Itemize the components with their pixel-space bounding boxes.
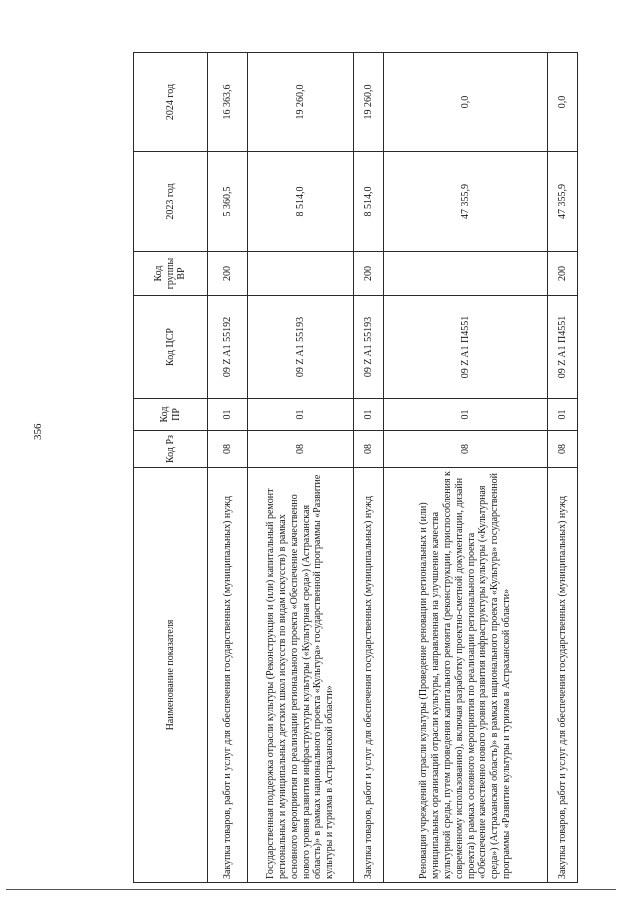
page-bottom-rule xyxy=(6,889,616,890)
row-csr: 09 Z A1 55192 xyxy=(208,296,248,399)
row-rz: 08 xyxy=(354,431,384,468)
row-2024: 0,0 xyxy=(548,53,578,152)
row-vr: 200 xyxy=(548,252,578,296)
budget-table xyxy=(133,52,578,883)
row-2023: 5 360,5 xyxy=(208,152,248,252)
row-rz: 08 xyxy=(208,431,248,468)
header-rz: Код Рз xyxy=(134,431,208,468)
row-rz: 08 xyxy=(248,431,354,468)
row-2024: 19 260,0 xyxy=(248,53,354,152)
row-2024: 16 363,6 xyxy=(208,53,248,152)
row-csr: 09 Z A1 55193 xyxy=(354,296,384,399)
row-name: Государственная поддержка отрасли культуры (Реконструкция и (или) капитальный ремонт региональных и муниципальных детских школ искусств по видам искусств) в рамках основного мероприятия по реализации регионального проекта «Обеспечение качественно нового уровня развития инфраструктуры культуры («Культурная среда») (Астраханская область)» в рамках национального проекта «Культура» государственной программы «Развитие культуры и туризма в Астраханской области» xyxy=(248,468,354,883)
header-pr: Код ПР xyxy=(134,399,208,431)
table-row xyxy=(248,53,354,883)
row-csr: 09 Z A1 П4551 xyxy=(384,296,548,399)
row-pr: 01 xyxy=(208,399,248,431)
header-csr: Код ЦСР xyxy=(134,296,208,399)
row-pr: 01 xyxy=(548,399,578,431)
row-2023: 47 355,9 xyxy=(384,152,548,252)
row-rz: 08 xyxy=(548,431,578,468)
row-name: Закупка товаров, работ и услуг для обеспечения государственных (муниципальных) нужд xyxy=(208,468,248,883)
row-rz: 08 xyxy=(384,431,548,468)
row-2024: 19 260,0 xyxy=(354,53,384,152)
header-2024: 2024 год xyxy=(134,53,208,152)
row-2024: 0,0 xyxy=(384,53,548,152)
header-vr: Код группы ВР xyxy=(134,252,208,296)
row-vr: 200 xyxy=(208,252,248,296)
row-pr: 01 xyxy=(354,399,384,431)
table-row xyxy=(208,53,248,883)
table-row xyxy=(354,53,384,883)
row-csr: 09 Z A1 П4551 xyxy=(548,296,578,399)
table-header-row xyxy=(134,53,208,883)
row-vr: 200 xyxy=(354,252,384,296)
table-row xyxy=(548,53,578,883)
row-csr: 09 Z A1 55193 xyxy=(248,296,354,399)
row-2023: 47 355,9 xyxy=(548,152,578,252)
header-name: Наименование показателя xyxy=(134,468,208,883)
row-pr: 01 xyxy=(248,399,354,431)
row-vr xyxy=(384,252,548,296)
row-name: Закупка товаров, работ и услуг для обеспечения государственных (муниципальных) нужд xyxy=(354,468,384,883)
rotated-table-wrapper xyxy=(133,53,568,883)
row-2023: 8 514,0 xyxy=(248,152,354,252)
table-row xyxy=(384,53,548,883)
row-name: Реновация учреждений отрасли культуры (Проведение реновации региональных и (или) муниципальных организаций отрасли культуры, направленная на улучшение качества культурной среды, путем проведения капитального ремонта (реконструкции, приспособления к современному использованию), включая разработку проектно-сметной документации, дизайн проекта) в рамках основного мероприятия по реализации регионального проекта «Обеспечение качественно нового уровня развития инфраструктуры культуры («Культурная среда») (Астраханская область)» в рамках национального проекта «Культура» государственной программы «Развитие культуры и туризма в Астраханской области» xyxy=(384,468,548,883)
row-name: Закупка товаров, работ и услуг для обеспечения государственных (муниципальных) нужд xyxy=(548,468,578,883)
page-number: 356 xyxy=(32,423,44,440)
row-2023: 8 514,0 xyxy=(354,152,384,252)
row-vr xyxy=(248,252,354,296)
header-2023: 2023 год xyxy=(134,152,208,252)
row-pr: 01 xyxy=(384,399,548,431)
